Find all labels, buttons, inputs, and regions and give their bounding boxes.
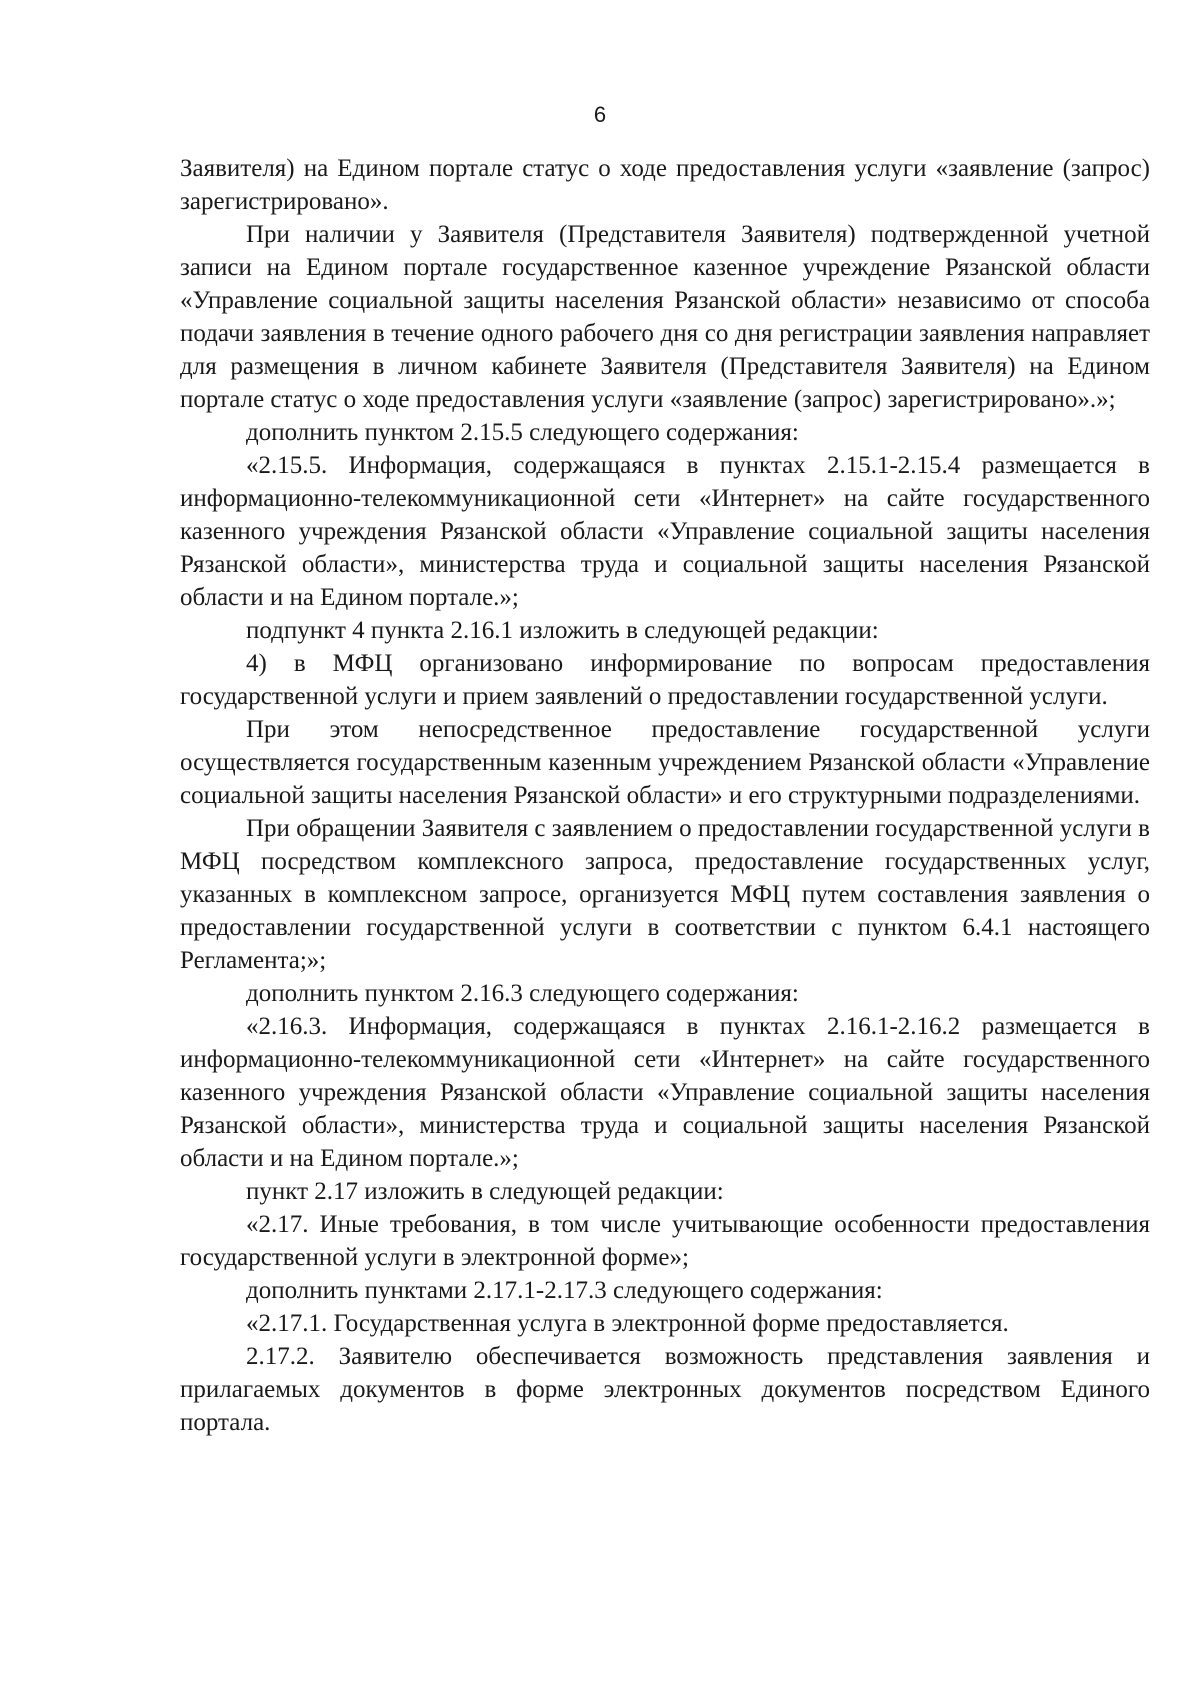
paragraph: «2.16.3. Информация, содержащаяся в пунктах 2.16.1-2.16.2 размещается в информационно-телекоммуникационной сети «Интернет» на сайте государственного казенного учреждения Рязанской области «Управление социальной защиты населения Рязанской области», министерства труда и социальной защиты населения Рязанской области и на Едином портале.»; — [180, 1013, 1150, 1172]
paragraph-continuation: Заявителя) на Едином портале статус о ходе предоставления услуги «заявление (запрос) зарегистрировано». — [180, 155, 1150, 215]
paragraph: «2.17.1. Государственная услуга в электронной форме предоставляется. — [246, 1310, 1009, 1337]
paragraph-amendment-instruction: дополнить пунктами 2.17.1-2.17.3 следующего содержания: — [246, 1277, 883, 1304]
paragraph: При наличии у Заявителя (Представителя Заявителя) подтвержденной учетной записи на Едином портале государственное казенное учреждение Рязанской области «Управление социальной защиты населения Рязанской области» независимо от способа подачи заявления в течение одного рабочего дня со дня регистрации заявления направляет для размещения в личном кабинете Заявителя (Представителя Заявителя) на Едином портале статус о ходе предоставления услуги «заявление (запрос) зарегистрировано».»; — [180, 221, 1150, 413]
paragraph: 2.17.2. Заявителю обеспечивается возможность представления заявления и прилагаемых документов в форме электронных документов посредством Единого портала. — [180, 1343, 1150, 1436]
document-body — [180, 152, 1150, 1439]
paragraph: «2.15.5. Информация, содержащаяся в пунктах 2.15.1-2.15.4 размещается в информационно-телекоммуникационной сети «Интернет» на сайте государственного казенного учреждения Рязанской области «Управление социальной защиты населения Рязанской области», министерства труда и социальной защиты населения Рязанской области и на Едином портале.»; — [180, 452, 1150, 611]
paragraph-amendment-instruction: дополнить пунктом 2.16.3 следующего содержания: — [246, 980, 799, 1007]
paragraph: При обращении Заявителя с заявлением о предоставлении государственной услуги в МФЦ посредством комплексного запроса, предоставление государственных услуг, указанных в комплексном запросе, организуется МФЦ путем составления заявления о предоставлении государственной услуги в соответствии с пунктом 6.4.1 настоящего Регламента;»; — [180, 815, 1150, 974]
paragraph-amendment-instruction: дополнить пунктом 2.15.5 следующего содержания: — [246, 419, 799, 446]
paragraph: 4) в МФЦ организовано информирование по вопросам предоставления государственной услуги и прием заявлений о предоставлении государственной услуги. — [180, 650, 1150, 710]
paragraph: «2.17. Иные требования, в том числе учитывающие особенности предоставления государственной услуги в электронной форме»; — [180, 1211, 1150, 1271]
paragraph-amendment-instruction: пункт 2.17 изложить в следующей редакции: — [246, 1178, 724, 1205]
paragraph-amendment-instruction: подпункт 4 пункта 2.16.1 изложить в следующей редакции: — [246, 617, 879, 644]
page-number: 6 — [593, 102, 607, 127]
paragraph: При этом непосредственное предоставление государственной услуги осуществляется государственным казенным учреждением Рязанской области «Управление социальной защиты населения Рязанской области» и его структурными подразделениями. — [180, 716, 1150, 809]
